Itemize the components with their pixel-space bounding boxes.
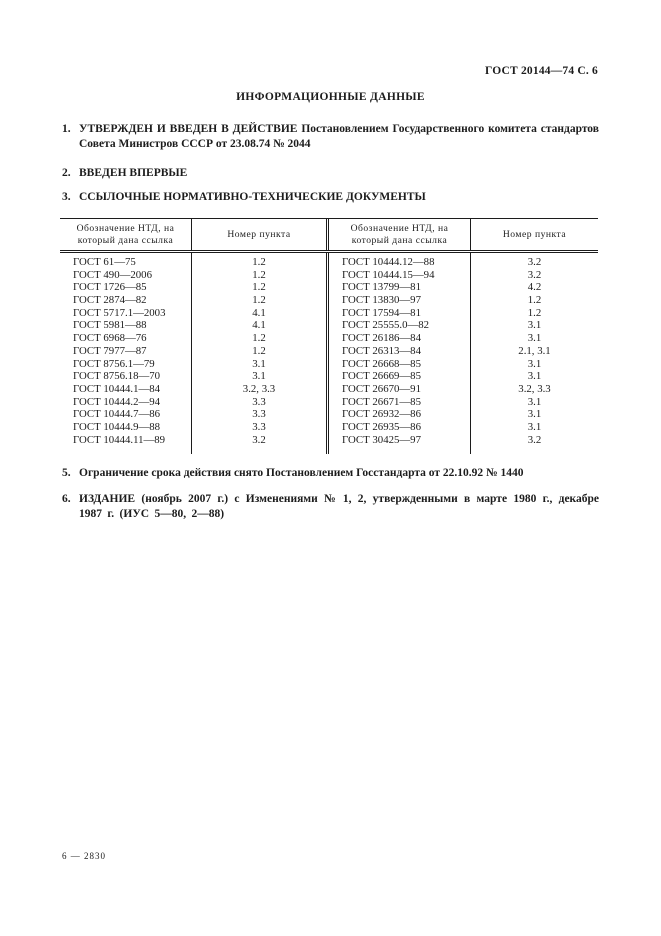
clause-number-cell: 3.2, 3.3 [192, 383, 329, 396]
gost-reference-cell: ГОСТ 26935—86 [329, 421, 471, 434]
item-text: Ограничение срока действия снято Постановлением Госстандарта от 22.10.92 № 1440 [79, 467, 524, 479]
table-row [60, 281, 598, 294]
gost-reference-cell: ГОСТ 26313—84 [329, 345, 471, 358]
table-header-cell: Номер пункта [502, 228, 567, 240]
table-row [60, 294, 598, 307]
clause-number-cell: 3.2 [527, 268, 542, 281]
table-row [60, 253, 598, 269]
gost-reference-cell: ГОСТ 5981—88 [60, 319, 192, 332]
table-row [60, 370, 598, 383]
item-number: 3. [62, 191, 71, 203]
item-number: 1. [62, 123, 71, 135]
gost-reference-cell: ГОСТ 5717.1—2003 [60, 307, 192, 320]
table-row [60, 332, 598, 345]
gost-reference-cell: ГОСТ 6968—76 [60, 332, 192, 345]
gost-reference-cell: ГОСТ 10444.12—88 [329, 253, 471, 269]
clause-number-cell: 3.2 [527, 256, 542, 268]
table-row [60, 269, 598, 282]
standard-number-header: ГОСТ 20144—74 С. 6 [485, 65, 598, 77]
clause-number-cell: 1.2 [192, 269, 329, 282]
table-row [60, 358, 598, 371]
table-header-cell: Обозначение НТД, на который дана ссылка [60, 219, 192, 250]
gost-reference-cell: ГОСТ 26670—91 [329, 383, 471, 396]
table-header-cell: Номер пункта [192, 219, 329, 250]
table-row [60, 307, 598, 320]
gost-reference-cell: ГОСТ 26932—86 [329, 408, 471, 421]
gost-reference-cell: ГОСТ 10444.2—94 [60, 396, 192, 409]
clause-number-cell: 1.2 [527, 294, 542, 307]
clause-number-cell: 1.2 [192, 281, 329, 294]
clause-number-cell: 3.1 [527, 332, 542, 345]
gost-reference-cell: ГОСТ 10444.15—94 [329, 269, 471, 282]
clause-number-cell: 4.1 [192, 319, 329, 332]
list-item-5 [62, 466, 599, 481]
gost-reference-cell: ГОСТ 30425—97 [329, 434, 471, 447]
clause-number-cell: 3.1 [192, 358, 329, 371]
item-number: 2. [62, 167, 71, 179]
print-order-footnote: 6 — 2830 [62, 851, 106, 861]
item-text: ССЫЛОЧНЫЕ НОРМАТИВНО-ТЕХНИЧЕСКИЕ ДОКУМЕНТЫ [79, 191, 426, 203]
table-row [60, 345, 598, 358]
clause-number-cell: 1.2 [192, 253, 329, 269]
item-text: ИЗДАНИЕ (ноябрь 2007 г.) с Изменениями № 1, 2, утвержденными в марте 1980 г., декабре 1987 г. (ИУС 5—80, 2—88) [79, 493, 599, 520]
gost-reference-cell: ГОСТ 8756.1—79 [60, 358, 192, 371]
table-row [60, 396, 598, 409]
table-row [60, 408, 598, 421]
table-row [60, 421, 598, 434]
gost-reference-cell: ГОСТ 8756.18—70 [60, 370, 192, 383]
clause-number-cell: 3.1 [192, 370, 329, 383]
gost-reference-cell: ГОСТ 61—75 [60, 253, 192, 269]
clause-number-cell: 3.2 [192, 434, 329, 447]
list-item-2 [62, 166, 599, 181]
clause-number-cell: 3.1 [527, 370, 542, 383]
clause-number-cell: 1.2 [527, 306, 542, 319]
gost-reference-cell: ГОСТ 10444.11—89 [60, 434, 192, 447]
gost-reference-cell: ГОСТ 10444.9—88 [60, 421, 192, 434]
gost-reference-cell: ГОСТ 26668—85 [329, 358, 471, 371]
table-row [60, 434, 598, 447]
gost-reference-cell: ГОСТ 13799—81 [329, 281, 471, 294]
clause-number-cell: 1.2 [192, 294, 329, 307]
gost-reference-cell: ГОСТ 10444.7—86 [60, 408, 192, 421]
list-item-1 [62, 122, 599, 151]
clause-number-cell: 3.1 [527, 357, 542, 370]
gost-reference-cell: ГОСТ 490—2006 [60, 269, 192, 282]
table-row [60, 319, 598, 332]
page-title: ИНФОРМАЦИОННЫЕ ДАННЫЕ [236, 91, 425, 103]
clause-number-cell: 3.1 [527, 319, 542, 332]
gost-reference-cell: ГОСТ 17594—81 [329, 307, 471, 320]
gost-reference-cell: ГОСТ 26186—84 [329, 332, 471, 345]
list-item-6 [62, 492, 599, 521]
gost-reference-cell: ГОСТ 26671—85 [329, 396, 471, 409]
list-item-3 [62, 190, 599, 205]
gost-reference-cell: ГОСТ 26669—85 [329, 370, 471, 383]
table-header-cell: Обозначение НТД, на который дана ссылка [329, 219, 471, 250]
gost-reference-cell: ГОСТ 25555.0—82 [329, 319, 471, 332]
clause-number-cell: 3.3 [192, 421, 329, 434]
item-text: ВВЕДЕН ВПЕРВЫЕ [79, 167, 188, 179]
clause-number-cell: 1.2 [192, 345, 329, 358]
clause-number-cell: 3.3 [192, 408, 329, 421]
clause-number-cell: 3.1 [527, 420, 542, 433]
clause-number-cell: 3.1 [527, 408, 542, 421]
clause-number-cell: 3.3 [192, 396, 329, 409]
gost-reference-cell: ГОСТ 1726—85 [60, 281, 192, 294]
gost-reference-cell: ГОСТ 10444.1—84 [60, 383, 192, 396]
gost-reference-cell: ГОСТ 13830—97 [329, 294, 471, 307]
clause-number-cell: 3.2, 3.3 [518, 382, 551, 395]
gost-reference-cell: ГОСТ 2874—82 [60, 294, 192, 307]
table-row [60, 383, 598, 396]
item-text: УТВЕРЖДЕН И ВВЕДЕН В ДЕЙСТВИЕ Постановлением Государственного комитета стандартов Совета Министров СССР от 23.08.74 № 2044 [79, 123, 599, 150]
table-header-row [60, 219, 598, 253]
clause-number-cell: 3.1 [527, 395, 542, 408]
item-number: 6. [62, 493, 71, 505]
gost-reference-cell: ГОСТ 7977—87 [60, 345, 192, 358]
table-body [60, 253, 598, 446]
clause-number-cell: 1.2 [192, 332, 329, 345]
clause-number-cell: 4.2 [527, 281, 542, 294]
clause-number-cell: 3.2 [527, 433, 542, 446]
table-bottom-spacer [60, 446, 598, 454]
item-number: 5. [62, 467, 71, 479]
references-table [60, 218, 598, 454]
clause-number-cell: 4.1 [192, 307, 329, 320]
clause-number-cell: 2.1, 3.1 [518, 344, 551, 357]
